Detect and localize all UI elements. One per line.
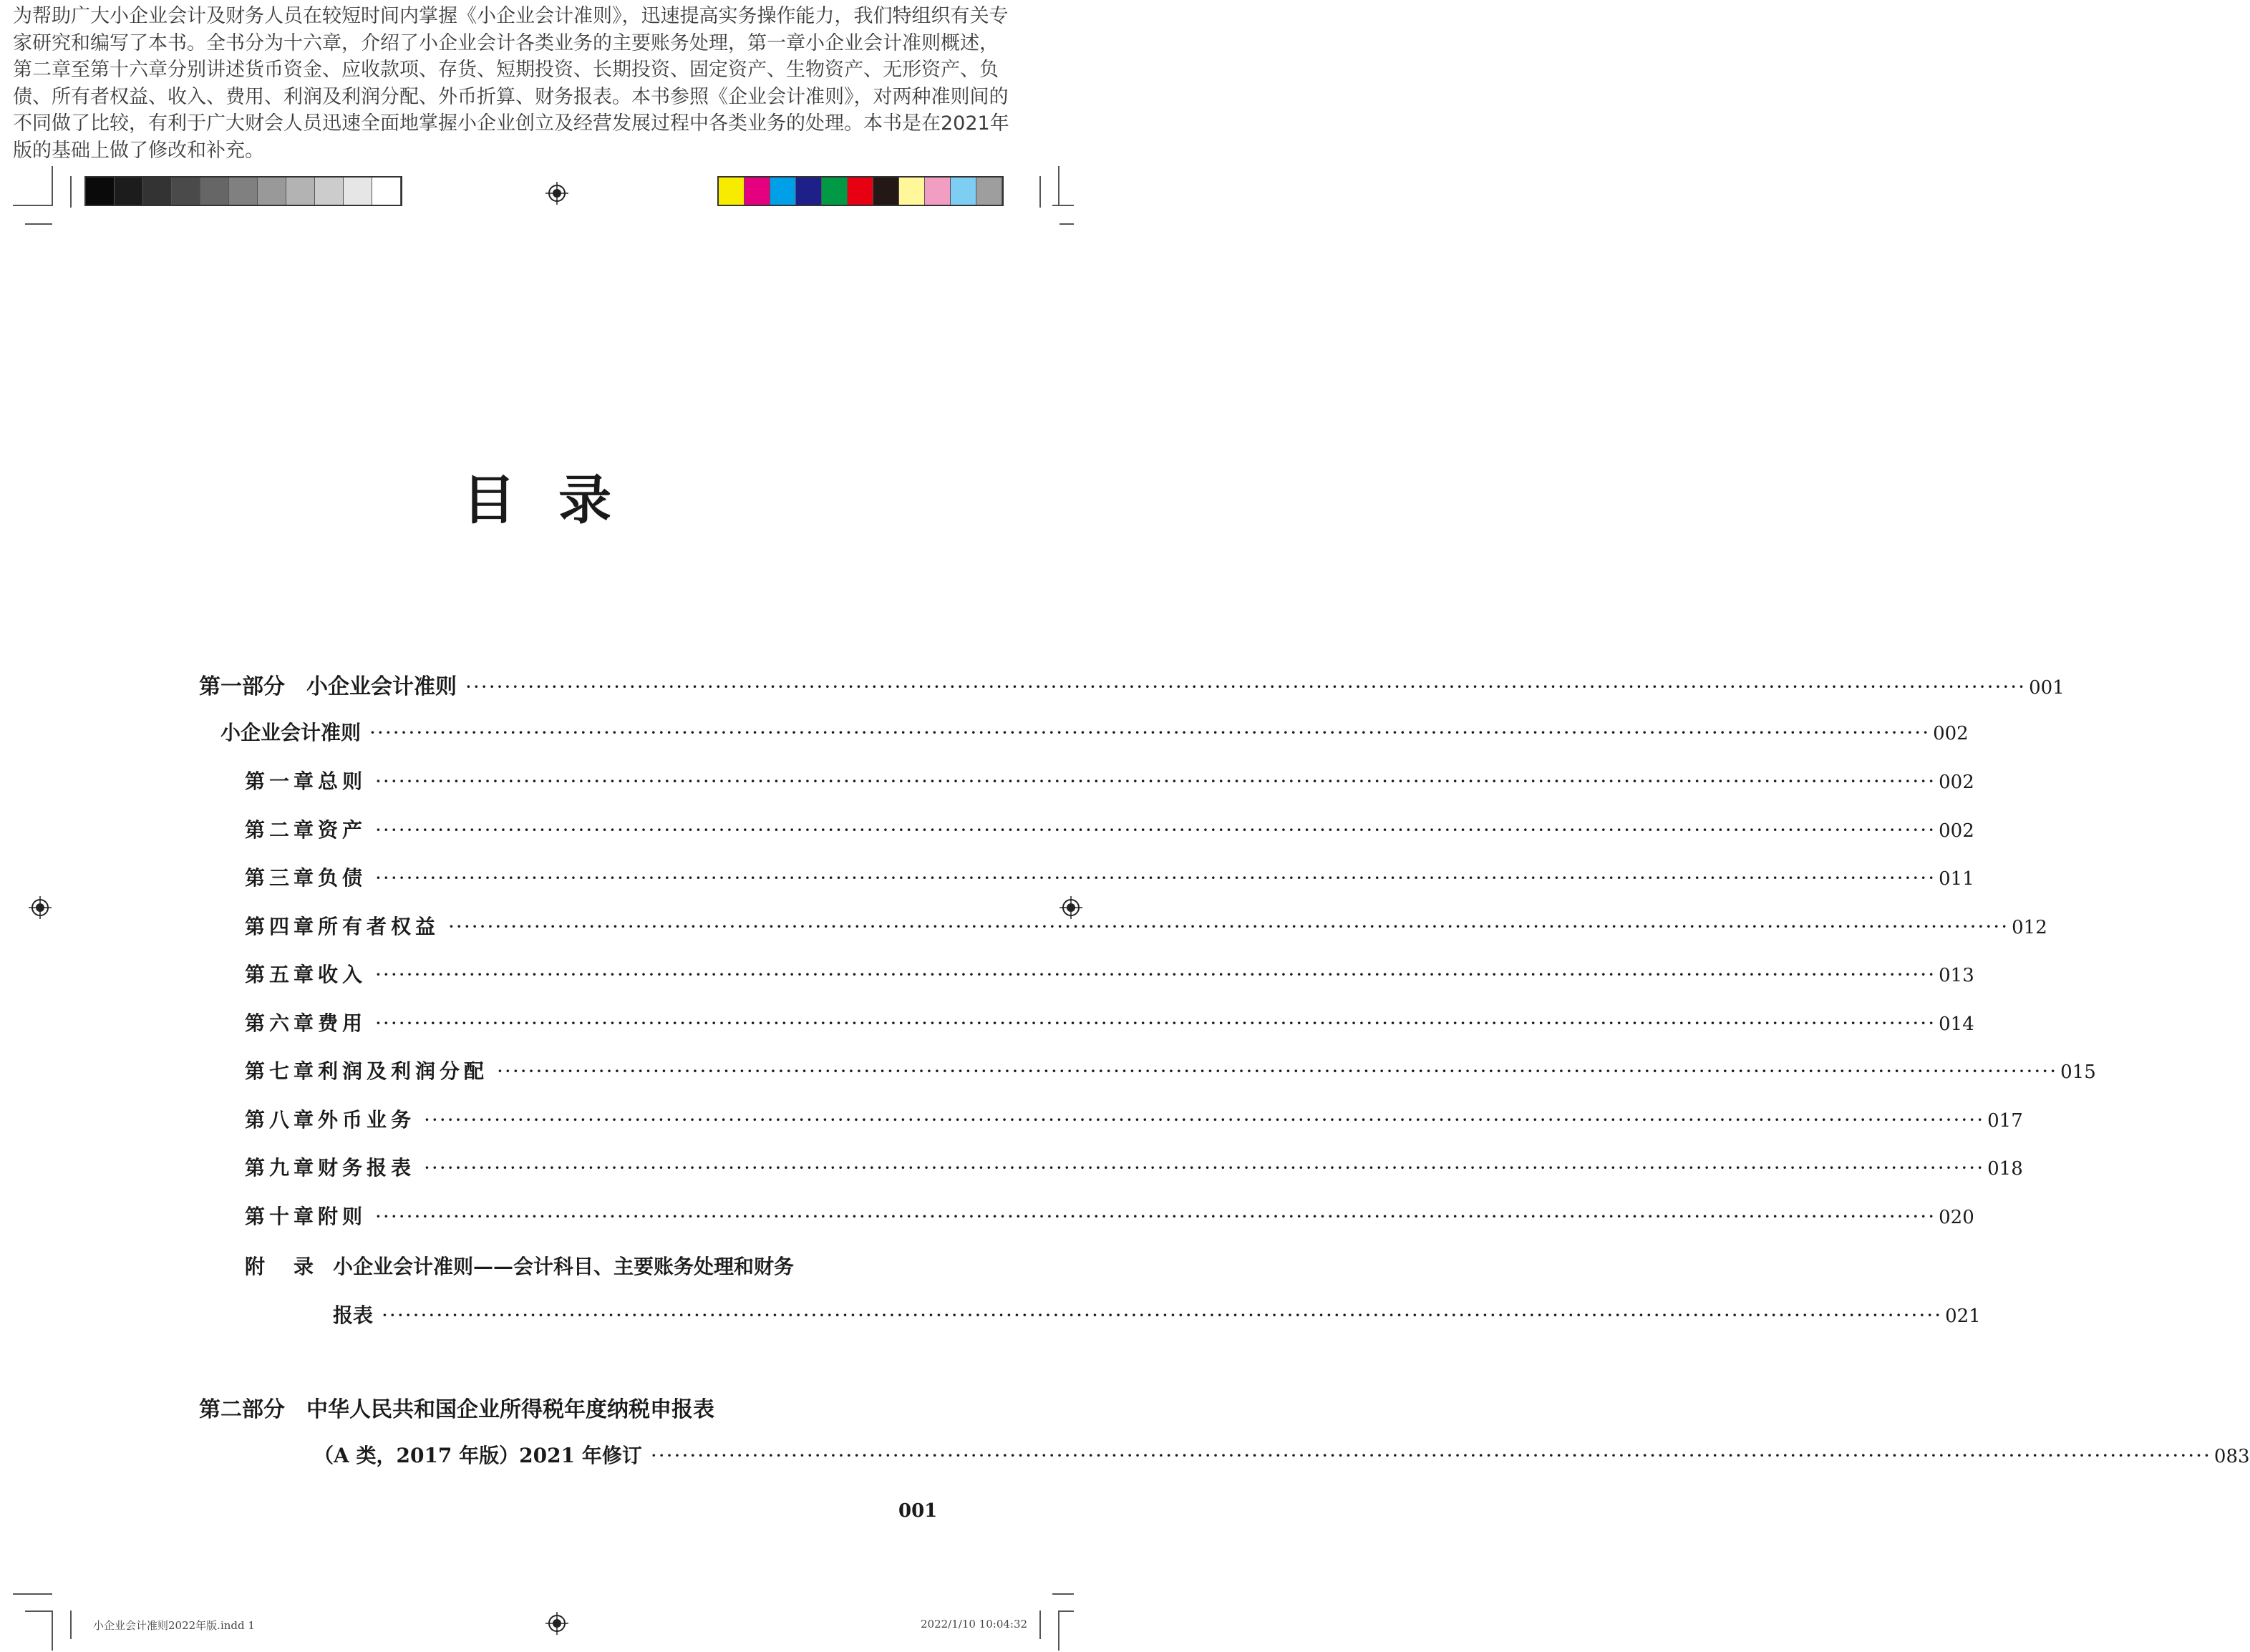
toc-page-number: 002 [1933,723,1969,744]
toc-leader-dots: ········································································································································································································ [375,1204,1936,1228]
toc-leader-dots: ········································································································································································································ [375,963,1936,986]
toc-entry-label: 总则 [318,769,367,793]
toc-entry-chapter[interactable] [245,1152,2023,1181]
page-title: 目录 [462,470,654,531]
toc-page-number: 021 [1945,1306,1981,1327]
toc-page-number: 012 [2012,916,2047,938]
toc-entry-label: 收入 [318,963,367,986]
toc-page-number: 001 [2029,677,2065,699]
toc-leader-dots: ········································································································································································································ [382,1303,1943,1327]
toc-entry-label: 财务报表 [318,1156,416,1180]
toc-chapter-number: 第七章 [245,1059,319,1083]
toc-entry-chapter[interactable] [245,766,1974,795]
toc-chapter-number: 第十章 [245,1204,319,1228]
toc-chapter-number: 第九章 [245,1156,319,1180]
toc-chapter-number: 第四章 [245,914,319,938]
toc-entry-chapter[interactable] [245,1201,1974,1230]
toc-chapter-number: 第八章 [245,1107,319,1132]
toc-page-number: 083 [2213,1446,2250,1467]
toc-page-number: 002 [1939,772,1974,793]
slug-timestamp: 2022/1/10 10:04:32 [921,1618,1028,1631]
toc-entry-label: 小企业会计准则——会计科目、主要账务处理和财务 [333,1255,795,1278]
toc-appendix-number: 附 录 [245,1255,319,1278]
toc-entry-appendix[interactable] [245,1251,895,1280]
toc-chapter-number: 第一章 [245,769,319,793]
intro-paragraph: 为帮助广大小企业会计及财务人员在较短时间内掌握《小企业会计准则》，迅速提高实务操作能力，我们特组织有关专家研究和编写了本书。全书分为十六章，介绍了小企业会计各类业务的主要账务处理，第一章小企业会计准则概述，第二章至第十六章分别讲述货币资金、应收款项、存货、短期投资、长期投资、固定资产、生物资产、无形资产、负债、所有者权益、收入、费用、利润及利润分配、外币折算、财务报表。本书参照《企业会计准则》，对两种准则间的不同做了比较，有利于广大财会人员迅速全面地掌握小企业创立及经营发展过程中各类业务的处理。本书是在2021年版的基础上做了修改和补充。 [13,5,1009,162]
toc-leader-dots: ········································································································································································································ [424,1156,1985,1180]
toc-entry-standard[interactable] [220,717,1969,746]
toc-page-number: 020 [1939,1206,1974,1228]
toc-entry-chapter[interactable] [245,911,2047,940]
toc-entry-label: （A 类，2017 年版）2021 年修订 [314,1444,642,1467]
toc-page-number: 002 [1939,820,1974,842]
toc-entry-label: 报表 [333,1303,374,1327]
toc-chapter-number: 第二章 [245,817,319,842]
toc-entry-label: 小企业会计准则 [220,721,362,744]
toc-leader-dots: ········································································································································································································ [650,1444,2211,1467]
toc-leader-dots: ········································································································································································································ [497,1059,2058,1083]
toc-entry-chapter[interactable] [245,815,1974,843]
toc-entry-label: 第二部分 中华人民共和国企业所得税年度纳税申报表 [199,1397,714,1422]
toc-leader-dots: ········································································································································································································ [375,817,1936,842]
toc-page-number: 013 [1939,965,1974,986]
toc-chapter-number: 第六章 [245,1011,319,1035]
toc-page-number: 018 [1987,1158,2023,1180]
toc-entry-part2-cont[interactable] [314,1440,2250,1469]
toc-entry-label: 利润及利润分配 [318,1059,489,1083]
toc-entry-label: 附则 [318,1204,367,1228]
toc-entry-chapter[interactable] [245,1104,2023,1133]
toc-entry-chapter[interactable] [245,1056,2096,1084]
toc-entry-label: 外币业务 [318,1107,416,1132]
toc-entry-label: 负债 [318,866,367,890]
toc-entry-part2[interactable] [199,1391,895,1420]
toc-entry-chapter[interactable] [245,1008,1974,1036]
toc-leader-dots: ········································································································································································································ [375,1011,1936,1035]
toc-page-number: 011 [1939,868,1974,890]
toc-entry-label: 所有者权益 [318,914,440,938]
toc-page-number: 017 [1987,1109,2023,1132]
toc-entry-label: 资产 [318,817,367,842]
toc-page-number: 014 [1939,1013,1974,1035]
toc-chapter-number: 第三章 [245,866,319,890]
toc-entry-appendix-cont[interactable] [333,1300,1981,1328]
toc-entry-label: 费用 [318,1011,367,1035]
toc-entry-chapter[interactable] [245,959,1974,988]
toc-leader-dots: ········································································································································································································ [375,866,1936,890]
toc-leader-dots: ········································································································································································································ [424,1107,1985,1132]
toc-leader-dots: ········································································································································································································ [375,769,1936,793]
toc-entry-chapter[interactable] [245,863,1974,891]
slug-filename: 小企业会计准则2022年版.indd 1 [93,1619,255,1632]
toc-leader-dots: ········································································································································································································ [369,721,1931,744]
toc-chapter-number: 第五章 [245,963,319,986]
page-number: 001 [898,1500,938,1522]
toc-entry-part1[interactable] [199,669,2065,699]
toc-entry-label: 第一部分 小企业会计准则 [199,674,457,699]
toc-leader-dots: ········································································································································································································ [448,914,2009,938]
toc-page-number: 015 [2060,1061,2096,1083]
toc-leader-dots: ········································································································································································································ [465,675,2027,699]
